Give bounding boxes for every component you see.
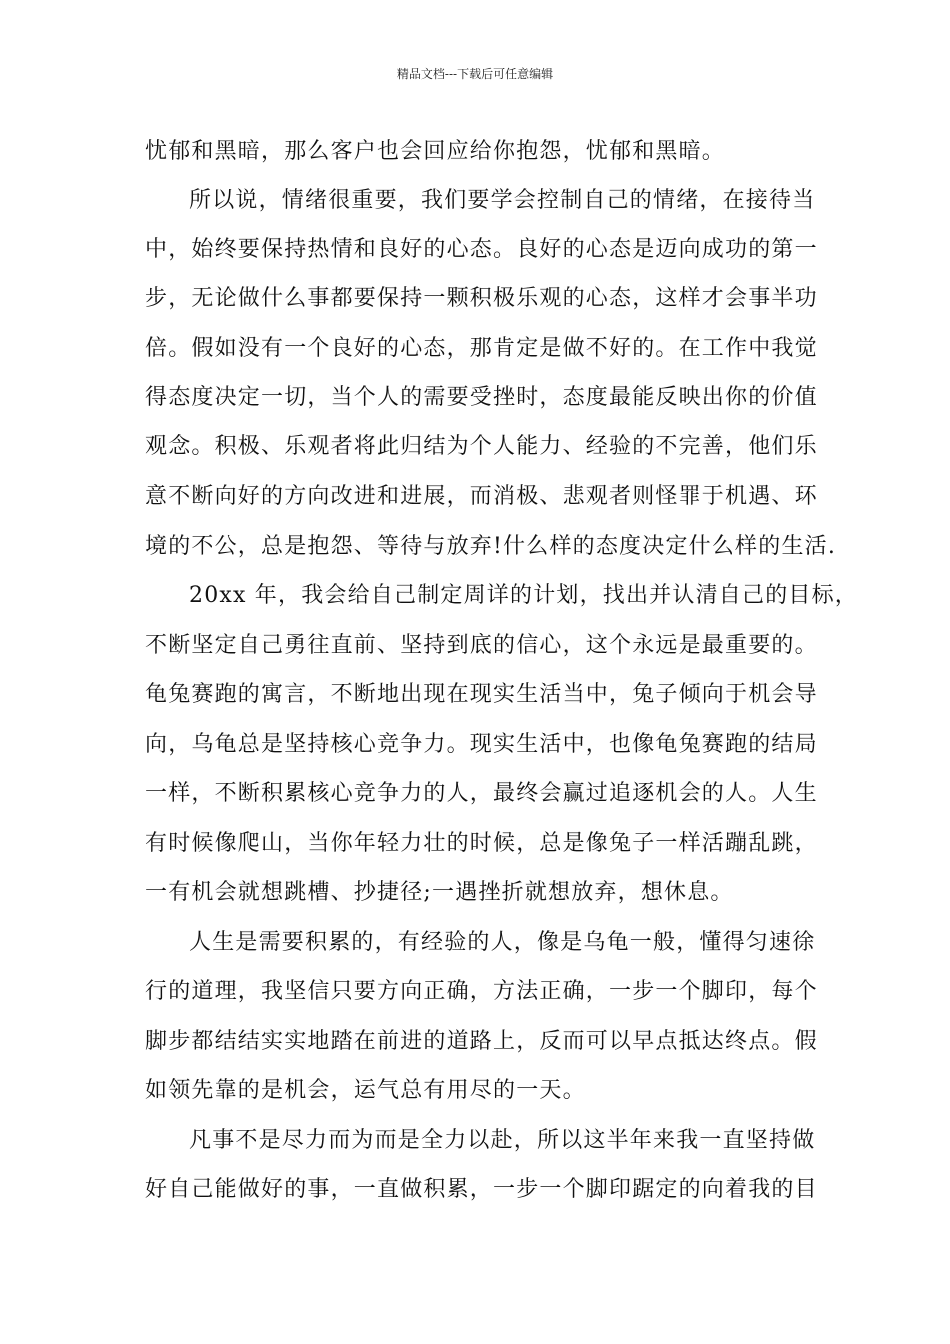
body-line-13: 向，乌龟总是坚持核心竞争力。现实生活中，也像龟兔赛跑的结局 [145, 732, 818, 757]
body-line-7: 观念。积极、乐观者将此归结为个人能力、经验的不完善，他们乐 [145, 434, 818, 459]
body-line-15: 有时候像爬山，当你年轻力壮的时候，总是像兔子一样活蹦乱跳， [145, 831, 818, 856]
body-line-10: 20xx 年，我会给自己制定周详的计划，找出并认清自己的目标， [189, 583, 859, 608]
page-header: 精品文档---下载后可任意编辑 [396, 67, 554, 81]
body-line-14: 一样，不断积累核心竞争力的人，最终会赢过追逐机会的人。人生 [145, 781, 818, 806]
body-line-9: 境的不公，总是抱怨、等待与放弃!什么样的态度决定什么样的生活. [145, 534, 837, 559]
body-line-4: 步，无论做什么事都要保持一颗积极乐观的心态，这样才会事半功 [145, 286, 818, 311]
body-line-2: 所以说，情绪很重要，我们要学会控制自己的情绪，在接待当 [189, 188, 816, 213]
body-line-17: 人生是需要积累的，有经验的人，像是乌龟一般，懂得匀速徐 [189, 930, 816, 955]
body-line-21: 凡事不是尽力而为而是全力以赴，所以这半年来我一直坚持做 [189, 1128, 816, 1153]
body-line-12: 龟兔赛跑的寓言，不断地出现在现实生活当中，兔子倾向于机会导 [145, 682, 818, 707]
body-line-8: 意不断向好的方向改进和进展，而消极、悲观者则怪罪于机遇、环 [145, 484, 818, 509]
body-line-1: 忧郁和黑暗，那么客户也会回应给你抱怨，忧郁和黑暗。 [145, 139, 726, 164]
body-line-6: 得态度决定一切，当个人的需要受挫时，态度最能反映出你的价值 [145, 385, 818, 410]
body-line-11: 不断坚定自己勇往直前、坚持到底的信心，这个永远是最重要的。 [145, 633, 818, 658]
body-line-22: 好自己能做好的事，一直做积累，一步一个脚印踞定的向着我的目 [145, 1177, 818, 1202]
body-line-18: 行的道理，我坚信只要方向正确，方法正确，一步一个脚印，每个 [145, 979, 818, 1004]
body-line-16: 一有机会就想跳槽、抄捷径;一遇挫折就想放弃，想休息。 [145, 880, 734, 905]
body-line-5: 倍。假如没有一个良好的心态，那肯定是做不好的。在工作中我觉 [145, 336, 818, 361]
body-line-19: 脚步都结结实实地踏在前进的道路上，反而可以早点抵达终点。假 [145, 1029, 818, 1054]
body-line-20: 如领先靠的是机会，运气总有用尽的一天。 [145, 1078, 586, 1103]
body-line-3: 中，始终要保持热情和良好的心态。良好的心态是迈向成功的第一 [145, 237, 818, 262]
